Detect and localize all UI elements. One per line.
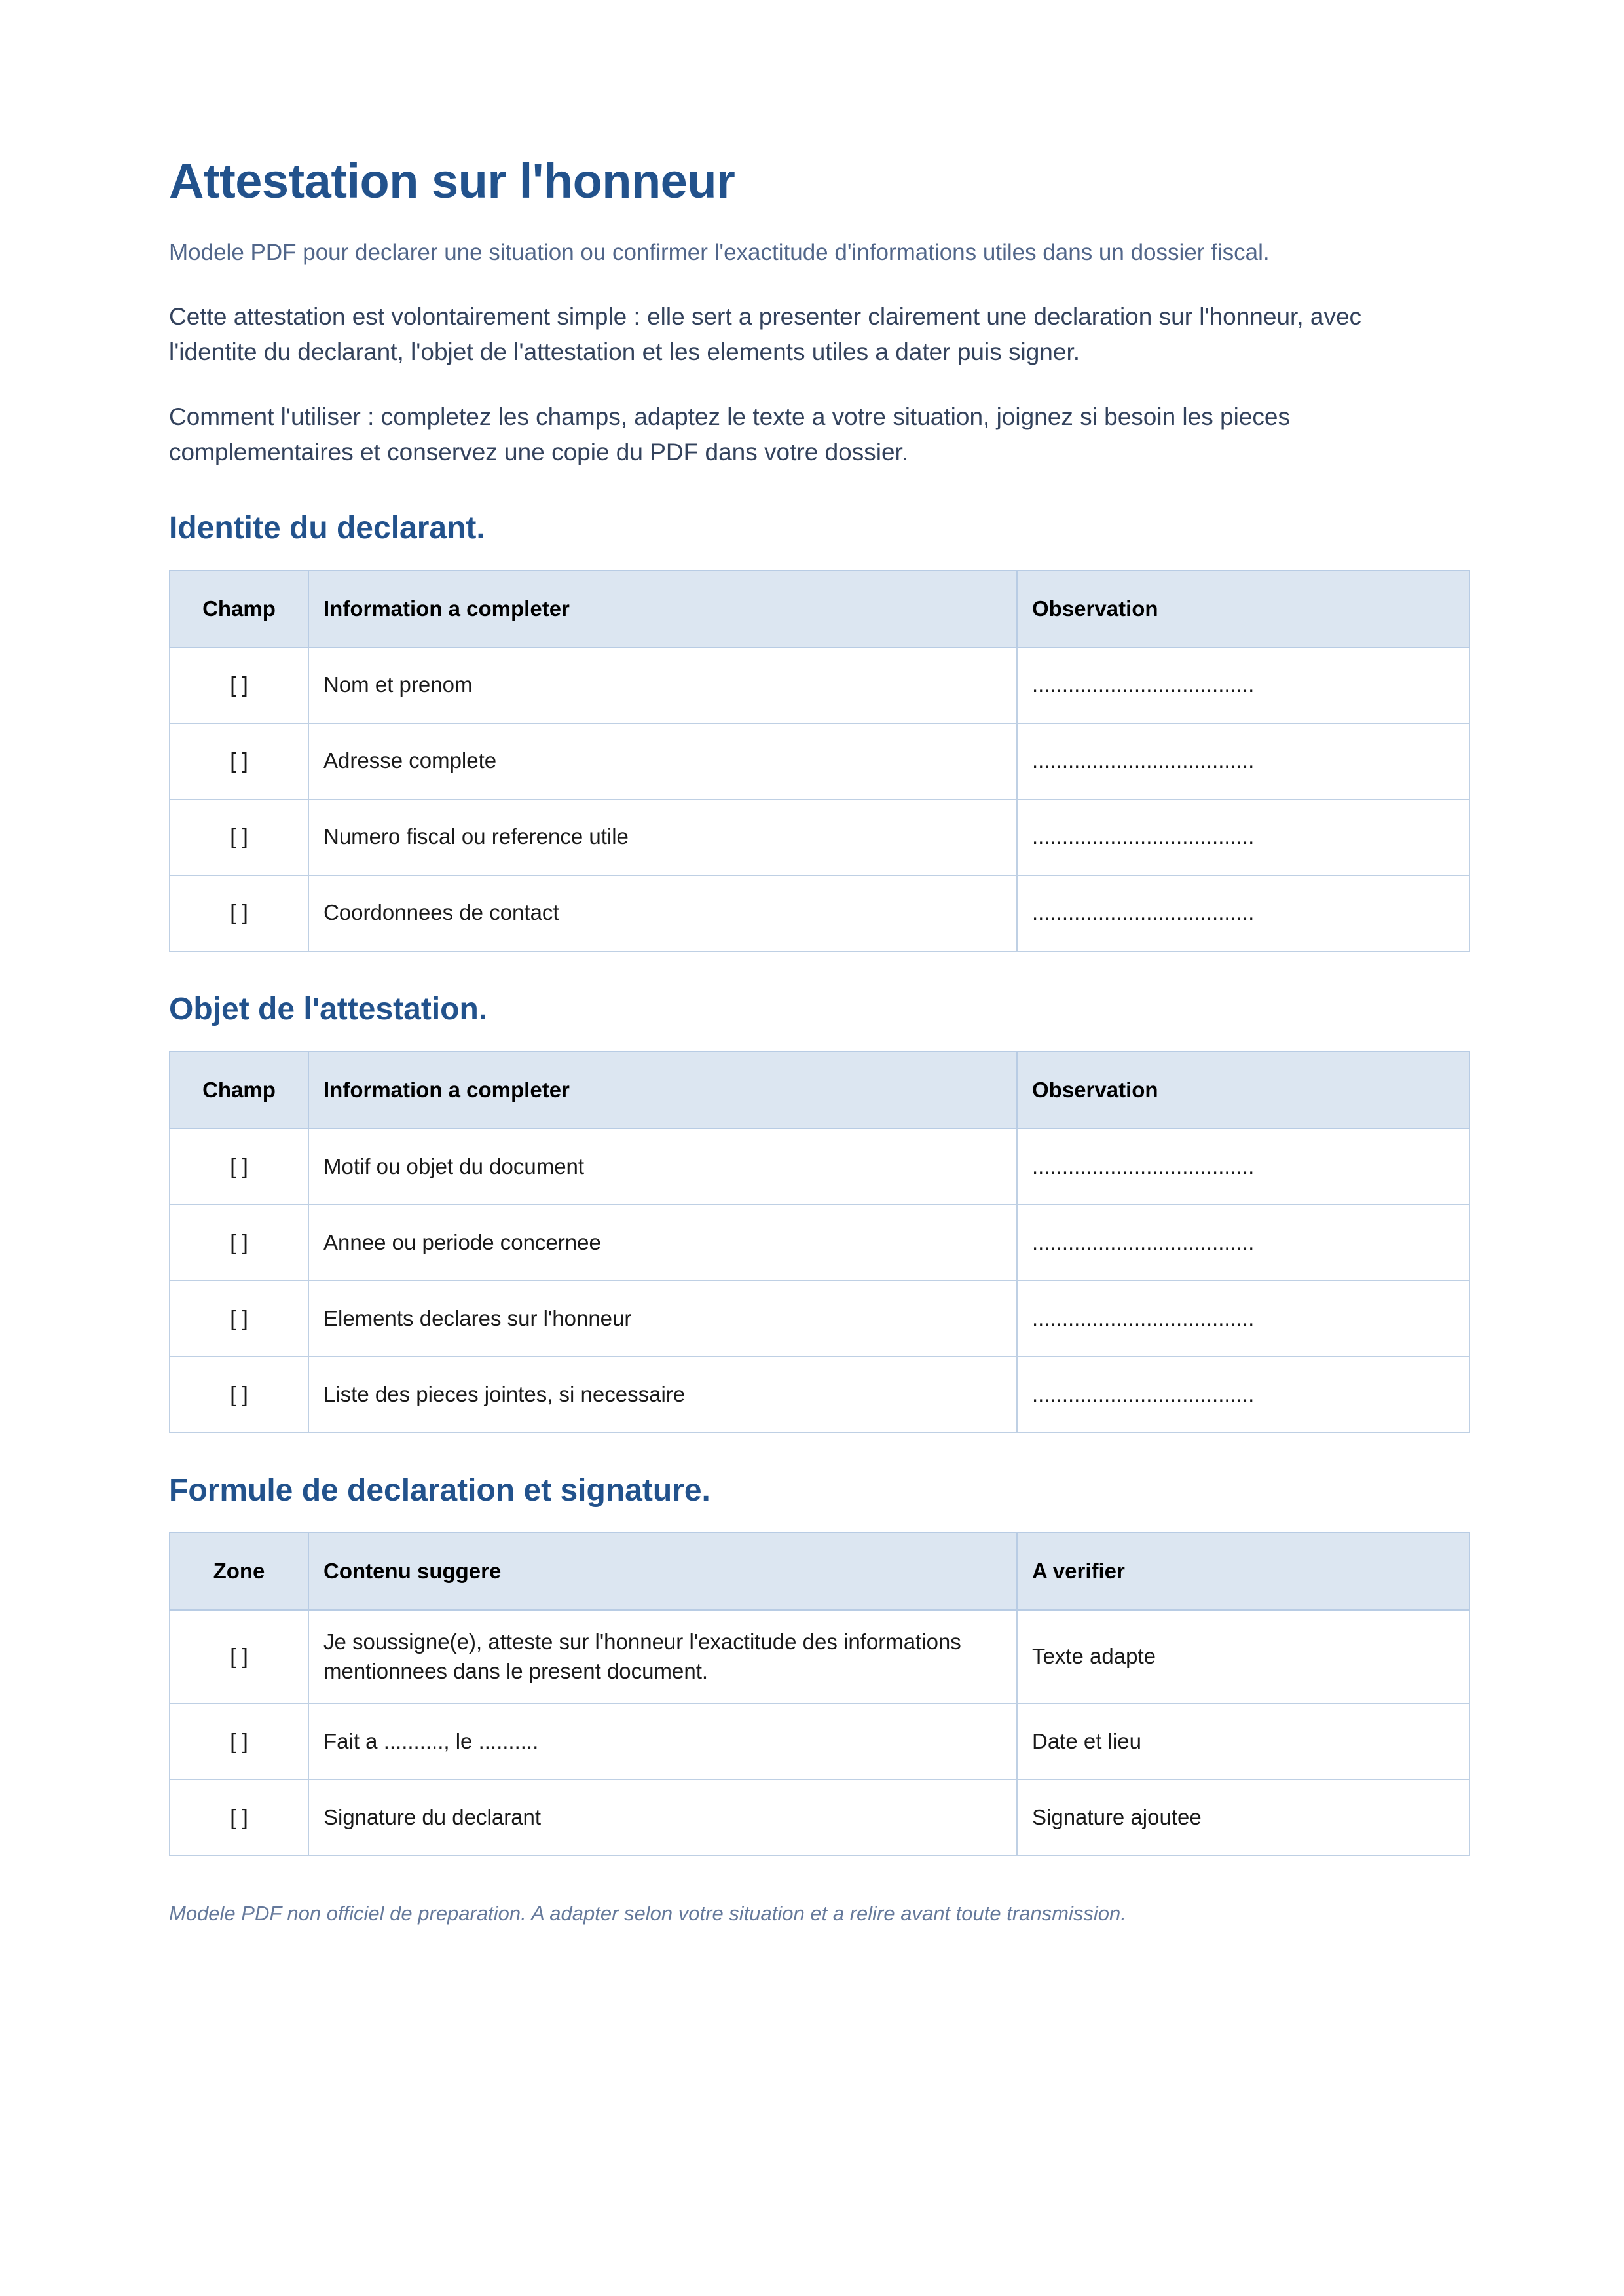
section-identite: [169, 510, 1467, 952]
identite-table: [169, 570, 1470, 952]
intro-paragraph-2: Comment l'utiliser : completez les champs, adaptez le texte a votre situation, joignez si besoin les pieces complementaires et conservez une copie du PDF dans votre dossier.: [169, 403, 1290, 466]
table-row: [170, 1779, 1469, 1855]
table-row: [170, 1281, 1469, 1357]
checkbox-field[interactable]: [ ]: [170, 1779, 308, 1855]
checkbox-field[interactable]: [ ]: [170, 723, 308, 799]
observation-field[interactable]: .....................................: [1017, 1357, 1469, 1432]
row-label: Nom et prenom: [308, 647, 1017, 723]
table-row: [170, 723, 1469, 799]
column-header-champ: Champ: [170, 570, 308, 647]
table-row: [170, 1357, 1469, 1432]
table-header-row: [170, 1533, 1469, 1610]
row-label: Je soussigne(e), atteste sur l'honneur l'exactitude des informations mentionnees dans le present document.: [308, 1610, 1017, 1704]
checkbox-field[interactable]: [ ]: [170, 1281, 308, 1357]
checkbox-field[interactable]: [ ]: [170, 1129, 308, 1205]
table-row: [170, 1704, 1469, 1779]
checkbox-field[interactable]: [ ]: [170, 1205, 308, 1281]
checkbox-field[interactable]: [ ]: [170, 1357, 308, 1432]
observation-field[interactable]: .....................................: [1017, 1129, 1469, 1205]
column-header-champ: Champ: [170, 1051, 308, 1129]
checkbox-field[interactable]: [ ]: [170, 647, 308, 723]
row-label: Motif ou objet du document: [308, 1129, 1017, 1205]
checkbox-field[interactable]: [ ]: [170, 1704, 308, 1779]
checkbox-field[interactable]: [ ]: [170, 799, 308, 875]
table-header-row: [170, 1051, 1469, 1129]
observation-field[interactable]: .....................................: [1017, 875, 1469, 951]
column-header-information: Information a completer: [308, 1051, 1017, 1129]
row-label: Annee ou periode concernee: [308, 1205, 1017, 1281]
observation-field[interactable]: .....................................: [1017, 647, 1469, 723]
column-header-contenu: Contenu suggere: [308, 1533, 1017, 1610]
objet-table: [169, 1051, 1470, 1433]
row-label: Numero fiscal ou reference utile: [308, 799, 1017, 875]
row-label: Fait a .........., le ..........: [308, 1704, 1017, 1779]
page-title: Attestation sur l'honneur: [169, 154, 735, 208]
verification-field: Texte adapte: [1017, 1610, 1469, 1704]
column-header-observation: Observation: [1017, 570, 1469, 647]
verification-field: Signature ajoutee: [1017, 1779, 1469, 1855]
section-formule: [169, 1472, 1467, 1856]
table-row: [170, 1205, 1469, 1281]
table-row: [170, 1610, 1469, 1704]
column-header-observation: Observation: [1017, 1051, 1469, 1129]
observation-field[interactable]: .....................................: [1017, 1205, 1469, 1281]
section-title: Objet de l'attestation.: [169, 991, 488, 1027]
table-header-row: [170, 570, 1469, 647]
intro-paragraph-1: Cette attestation est volontairement simple : elle sert a presenter clairement une declaration sur l'honneur, avec l'identite du declarant, l'objet de l'attestation et les elements utiles a dater puis signer.: [169, 303, 1362, 366]
document-lead: Modele PDF pour declarer une situation ou confirmer l'exactitude d'informations utiles dans un dossier fiscal.: [169, 240, 1270, 266]
row-label: Coordonnees de contact: [308, 875, 1017, 951]
table-row: [170, 647, 1469, 723]
observation-field[interactable]: .....................................: [1017, 723, 1469, 799]
footer-disclaimer: Modele PDF non officiel de preparation. A adapter selon votre situation et a relire avant toute transmission.: [169, 1902, 1126, 1925]
checkbox-field[interactable]: [ ]: [170, 1610, 308, 1704]
row-label: Signature du declarant: [308, 1779, 1017, 1855]
section-title: Identite du declarant.: [169, 510, 485, 545]
table-row: [170, 799, 1469, 875]
column-header-zone: Zone: [170, 1533, 308, 1610]
observation-field[interactable]: .....................................: [1017, 1281, 1469, 1357]
column-header-information: Information a completer: [308, 570, 1017, 647]
table-row: [170, 875, 1469, 951]
column-header-averifier: A verifier: [1017, 1533, 1469, 1610]
formule-table: [169, 1532, 1470, 1856]
row-label: Adresse complete: [308, 723, 1017, 799]
row-label: Liste des pieces jointes, si necessaire: [308, 1357, 1017, 1432]
section-objet: [169, 991, 1467, 1433]
checkbox-field[interactable]: [ ]: [170, 875, 308, 951]
table-row: [170, 1129, 1469, 1205]
verification-field: Date et lieu: [1017, 1704, 1469, 1779]
row-label: Elements declares sur l'honneur: [308, 1281, 1017, 1357]
observation-field[interactable]: .....................................: [1017, 799, 1469, 875]
section-title: Formule de declaration et signature.: [169, 1472, 710, 1508]
